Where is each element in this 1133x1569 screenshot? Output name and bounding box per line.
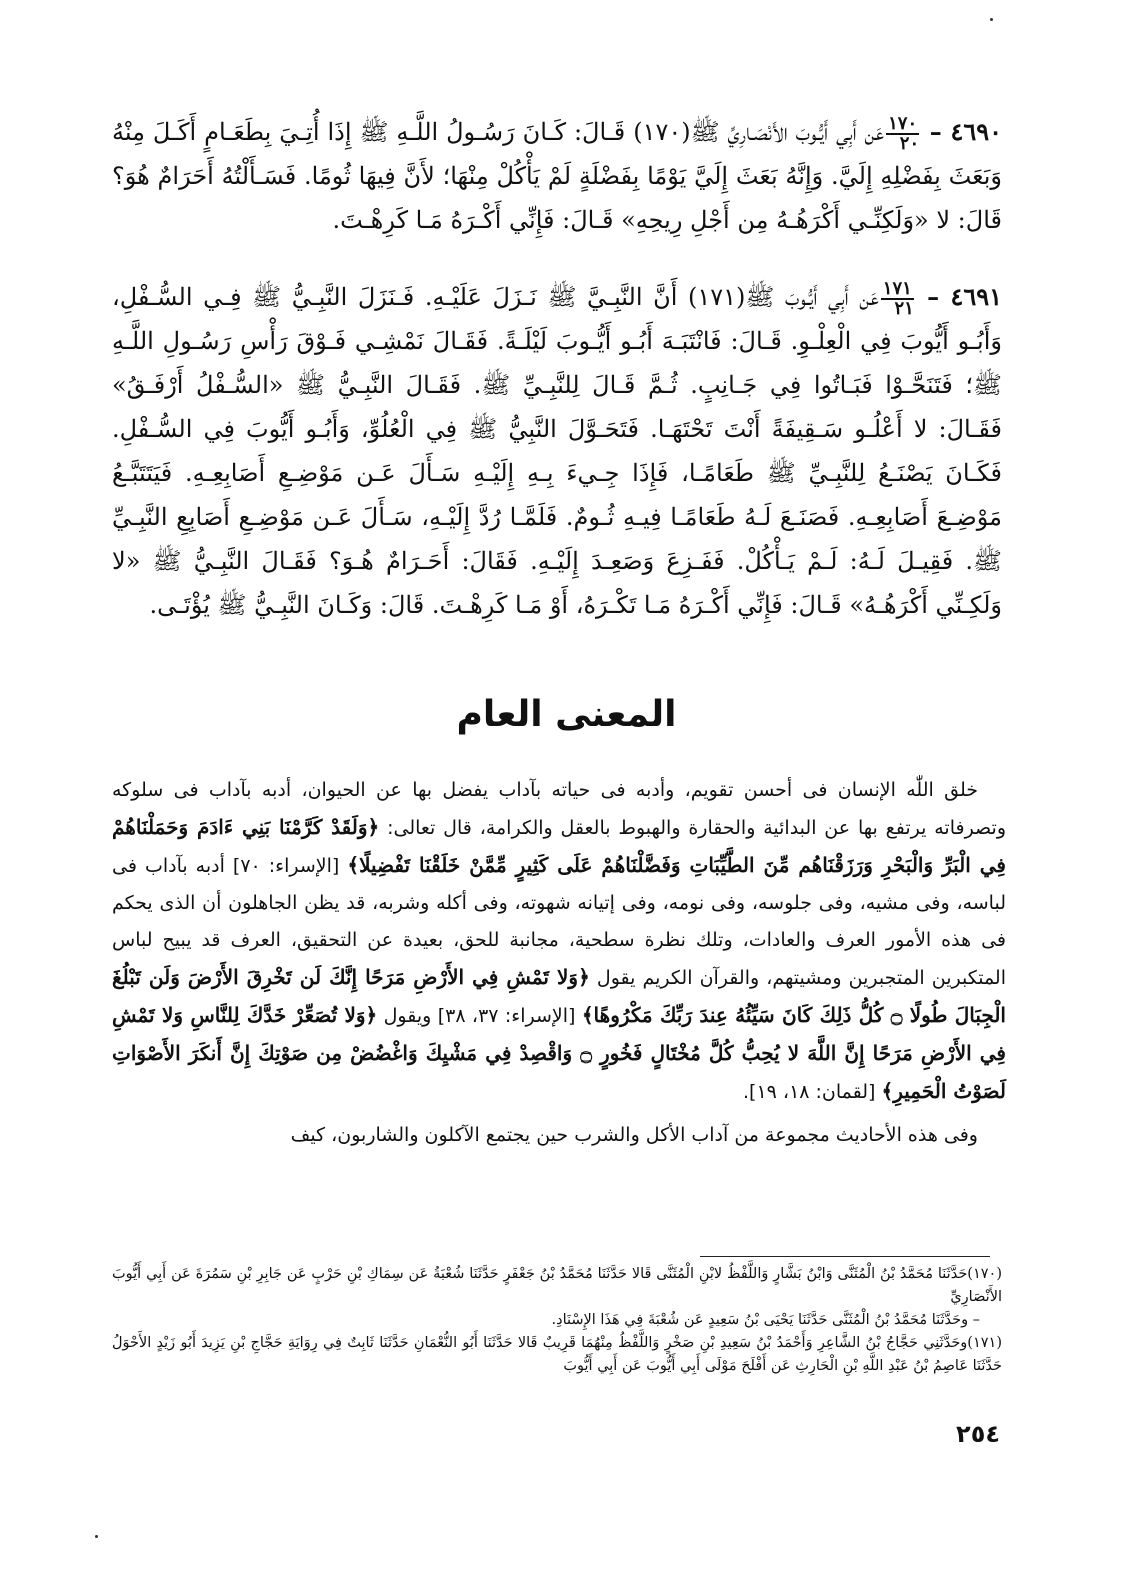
- hadith-fraction: $\frac{١٧١}{٢١}$: [882, 277, 914, 319]
- quran-verse: ﴿وَلَقَدْ كَرَّمْنَا بَنِي ءَادَمَ وَحَمَلْنَاهُمْ فِي الْبَرِّ وَالْبَحْرِ وَرَزَقْنَاهُم مِّنَ الطَّيِّبَاتِ وَفَضَّلْنَاهُمْ عَلَى كَثِيرٍ مِّمَّنْ خَلَقْنَا تَفْضِيلًا﴾: [112, 815, 1006, 877]
- footnote-170: (١٧٠)حَدَّثَنَا مُحَمَّدُ بْنُ الْمُثَنَّى وَابْنُ بَشَّارٍ وَاللَّفْظُ لابْنِ الْمُثَنَّى قَالا حَدَّثَنَا مُحَمَّدُ بْنُ جَعْفَرٍ حَدَّثَنَا شُعْبَةُ عَن سِمَاكِ بْنِ حَرْبٍ عَن جَابِرِ بْنِ سَمُرَةَ عَن أَبِي أَيُّوبَ الأَنْصَارِيِّ: [112, 1266, 1002, 1305]
- hadith-4691: ٤٦٩١ – $\frac{١٧١}{٢١}$ عَن أَبِي أَيُّـوبَ ﷺ(١٧١) أَنَّ النَّبِـيَّ ﷺ نَـزَلَ عَلَيْـهِ. فَـنَزَلَ النَّبِـيُّ ﷺ فِـي السُّـفْلِ، وَأَبُـو أَيُّوبَ فِي الْعِلْـوِ. قَـالَ: فَانْتَبَـهَ أَبُـو أَيُّـوبَ لَيْلَـةً. فَقَـالَ نَمْشِـي فَـوْقَ رَأْسِ رَسُـولِ اللَّـهِ ﷺ؛ فَتَنَحَّـوْا فَبَـاتُوا فِي جَـانِبٍ. ثُـمَّ قَـالَ لِلنَّبِـيِّ ﷺ. فَقَـالَ النَّبِـيُّ ﷺ «السُّـفْلُ أَرْفَـقُ» فَقَـالَ: لا أَعْلُـو سَـقِيفَةً أَنْتَ تَحْتَهَـا. فَتَحَـوَّلَ النَّبِيُّ ﷺ فِي الْعُلُوِّ، وَأَبُـو أَيُّوبَ فِي السُّـفْلِ. فَكَـانَ يَصْنَـعُ لِلنَّبِـيِّ ﷺ طَعَامًـا، فَإِذَا جِـيءَ بِـهِ إِلَيْـهِ سَـأَلَ عَـن مَوْضِـعِ أَصَابِعِـهِ. فَيَتَتَبَّـعُ مَوْضِـعَ أَصَابِعِـهِ. فَصَنَـعَ لَـهُ طَعَامًـا فِيـهِ ثُـومٌ. فَلَمَّـا رُدَّ إِلَيْـهِ، سَـأَلَ عَـن مَوْضِـعِ أَصَابِعِ النَّبِـيِّ ﷺ. فَقِيـلَ لَـهُ: لَـمْ يَـأْكُلْ. فَفَـزِعَ وَصَعِـدَ إِلَيْـهِ. فَقَالَ: أَحَـرَامٌ هُـوَ؟ فَقَـالَ النَّبِـيُّ ﷺ «لا وَلَكِـنِّي أَكْرَهُـهُ» قَـالَ: فَإِنِّي أَكْـرَهُ مَـا تَكْـرَهُ، أَوْ مَـا كَرِهْـتَ. قَالَ: وَكَـانَ النَّبِـيُّ ﷺ يُؤْتَـى.: [112, 277, 1003, 619]
- footnote-divider: [700, 1256, 990, 1257]
- hadith-number: ٤٦٩٠: [950, 117, 1002, 146]
- section-title: المعنى العام: [456, 694, 677, 735]
- hadith-number: ٤٦٩١: [950, 282, 1002, 311]
- commentary-text: [الإسراء: ٧٠] أدبه بآداب فى لباسه، وفى مشيه، وفى جلوسه، وفى نومه، وفى إتيانه شهوته، وفى أكله وشربه، قد يظن الجاهلون أن الذى يحكم فى هذه الأمور العرف والعادات، وتلك نظرة سطحية، مجانبة للحق، بعيدة عن التحقيق، العرف قد يبيح لباس المتكبرين المتجبرين ومشيتهم، والقرآن الكريم يقول: [112, 855, 1006, 989]
- footnote-170-continuation: – وحَدَّثَنَا مُحَمَّدُ بْنُ الْمُثَنَّى حَدَّثَنَا يَحْيَى بْنُ سَعِيدٍ عَن شُعْبَةَ فِي هَذَا الإِسْنَادِ.: [551, 1312, 980, 1328]
- quran-verse: ﴿وَلا تُصَعِّرْ خَدَّكَ لِلنَّاسِ وَلا تَمْشِ فِي الأَرْضِ مَرَحًا إِنَّ اللَّهَ لا يُحِبُّ كُلَّ مُخْتَالٍ فَخُورٍ ۝ وَاقْصِدْ فِي مَشْيِكَ وَاغْضُضْ مِن صَوْتِكَ إِنَّ أَنكَرَ الأَصْوَاتِ لَصَوْتُ الْحَمِيرِ﴾: [112, 1003, 1006, 1103]
- commentary-paragraph: [112, 772, 1006, 1111]
- hadith-fraction: $\frac{١٧٠}{٢٠}$: [888, 112, 920, 154]
- scan-speck: [990, 18, 993, 21]
- hadith-4690: ٤٦٩٠ – $\frac{١٧٠}{٢٠}$ عَن أَبِي أَيُّـوبَ الأَنْصَـارِيِّ ﷺ(١٧٠) قَـالَ: كَـانَ رَسُـولُ اللَّـهِ ﷺ إِذَا أُتِـيَ بِطَعَـامٍ أَكَـلَ مِنْهُ وَبَعَثَ بِفَضْلِهِ إِلَيَّ. وَإِنَّهُ بَعَثَ إِلَيَّ يَوْمًا بِفَضْلَةٍ لَمْ يَأْكُلْ مِنْهَا؛ لأَنَّ فِيهَا ثُومًا. فَسَـأَلْتُهُ أَحَرَامٌ هُوَ؟ قَالَ: لا «وَلَكِنِّـي أَكْرَهُـهُ مِن أَجْلِ رِيحِهِ» قَـالَ: فَإِنِّي أَكْـرَهُ مَـا كَرِهْـتَ.: [112, 112, 1002, 234]
- footnotes: [112, 1263, 1002, 1378]
- hadith-text: عَن أَبِي أَيُّـوبَ ﷺ(١٧١) أَنَّ النَّبِـيَّ ﷺ نَـزَلَ عَلَيْـهِ. فَـنَزَلَ النَّبِـيُّ ﷺ فِـي السُّـفْلِ، وَأَبُـو أَيُّوبَ فِي الْعِلْـوِ. قَـالَ: فَانْتَبَـهَ أَبُـو أَيُّـوبَ لَيْلَـةً. فَقَـالَ نَمْشِـي فَـوْقَ رَأْسِ رَسُـولِ اللَّـهِ ﷺ؛ فَتَنَحَّـوْا فَبَـاتُوا فِي جَـانِبٍ. ثُـمَّ قَـالَ لِلنَّبِـيِّ ﷺ. فَقَـالَ النَّبِـيُّ ﷺ «السُّـفْلُ أَرْفَـقُ» فَقَـالَ: لا أَعْلُـو سَـقِيفَةً أَنْتَ تَحْتَهَـا. فَتَحَـوَّلَ النَّبِيُّ ﷺ فِي الْعُلُوِّ، وَأَبُـو أَيُّوبَ فِي السُّـفْلِ. فَكَـانَ يَصْنَـعُ لِلنَّبِـيِّ ﷺ طَعَامًـا، فَإِذَا جِـيءَ بِـهِ إِلَيْـهِ سَـأَلَ عَـن مَوْضِـعِ أَصَابِعِـهِ. فَيَتَتَبَّـعُ مَوْضِـعَ أَصَابِعِـهِ. فَصَنَـعَ لَـهُ طَعَامًـا فِيـهِ ثُـومٌ. فَلَمَّـا رُدَّ إِلَيْـهِ، سَـأَلَ عَـن مَوْضِـعِ أَصَابِعِ النَّبِـيِّ ﷺ. فَقِيـلَ لَـهُ: لَـمْ يَـأْكُلْ. فَفَـزِعَ وَصَعِـدَ إِلَيْـهِ. فَقَالَ: أَحَـرَامٌ هُـوَ؟ فَقَـالَ النَّبِـيُّ ﷺ «لا وَلَكِـنِّي أَكْرَهُـهُ» قَـالَ: فَإِنِّي أَكْـرَهُ مَـا تَكْـرَهُ، أَوْ مَـا كَرِهْـتَ. قَالَ: وَكَـانَ النَّبِـيُّ ﷺ يُؤْتَـى.: [112, 283, 1003, 619]
- page-number: ٢٥٤: [956, 1420, 1000, 1448]
- verse-reference: [الإسراء: ٣٧، ٣٨] ويقول: [383, 1005, 576, 1027]
- quran-verse: ﴿وَلا تَمْشِ فِي الأَرْضِ مَرَحًا إِنَّكَ لَن تَخْرِقَ الأَرْضَ وَلَن تَبْلُغَ الْجِبَالَ طُولًا ۝ كُلُّ ذَلِكَ كَانَ سَيِّئُهُ عِندَ رَبِّكَ مَكْرُوهًا﴾: [112, 965, 1006, 1027]
- verse-reference: [لقمان: ١٨، ١٩].: [743, 1081, 876, 1103]
- commentary-text: خلق اللّٰه الإنسان فى أحسن تقويم، وأدبه فى حياته بآداب يفضل بها عن الحيوان، أدبه بآداب فى سلوكه وتصرفاته يرتفع بها عن البدائية والحقارة والهبوط بالعقل والكرامة، قال تعالى:: [112, 779, 1006, 839]
- commentary-paragraph: وفى هذه الأحاديث مجموعة من آداب الأكل والشرب حين يجتمع الآكلون والشاربون، كيف: [290, 1124, 978, 1146]
- scan-speck: [95, 1535, 98, 1538]
- hadith-text: عَن أَبِي أَيُّـوبَ الأَنْصَـارِيِّ ﷺ(١٧٠) قَـالَ: كَـانَ رَسُـولُ اللَّـهِ ﷺ إِذَا أُتِـيَ بِطَعَـامٍ أَكَـلَ مِنْهُ وَبَعَثَ بِفَضْلِهِ إِلَيَّ. وَإِنَّهُ بَعَثَ إِلَيَّ يَوْمًا بِفَضْلَةٍ لَمْ يَأْكُلْ مِنْهَا؛ لأَنَّ فِيهَا ثُومًا. فَسَـأَلْتُهُ أَحَرَامٌ هُوَ؟ قَالَ: لا «وَلَكِنِّـي أَكْرَهُـهُ مِن أَجْلِ رِيحِهِ» قَـالَ: فَإِنِّي أَكْـرَهُ مَـا كَرِهْـتَ.: [112, 118, 1002, 234]
- commentary: [112, 772, 1006, 1154]
- footnote-171: (١٧١)وحَدَّثَنِي حَجَّاجُ بْنُ الشَّاعِرِ وَأَحْمَدُ بْنُ سَعِيدِ بْنِ صَخْرٍ وَاللَّفْظُ مِنْهُمَا قَرِيبٌ قَالا حَدَّثَنَا أَبُو النُّعْمَانِ حَدَّثَنَا ثَابِتٌ فِي رِوَايَةِ حَجَّاجِ بْنِ يَزِيدَ أَبُو زَيْدٍ الأَحْوَلُ حَدَّثَنَا عَاصِمُ بْنُ عَبْدِ اللَّهِ بْنِ الْحَارِثِ عَن أَفْلَحَ مَوْلَى أَبِي أَيُّوبَ عَن أَبِي أَيُّوبَ: [112, 1335, 1002, 1374]
